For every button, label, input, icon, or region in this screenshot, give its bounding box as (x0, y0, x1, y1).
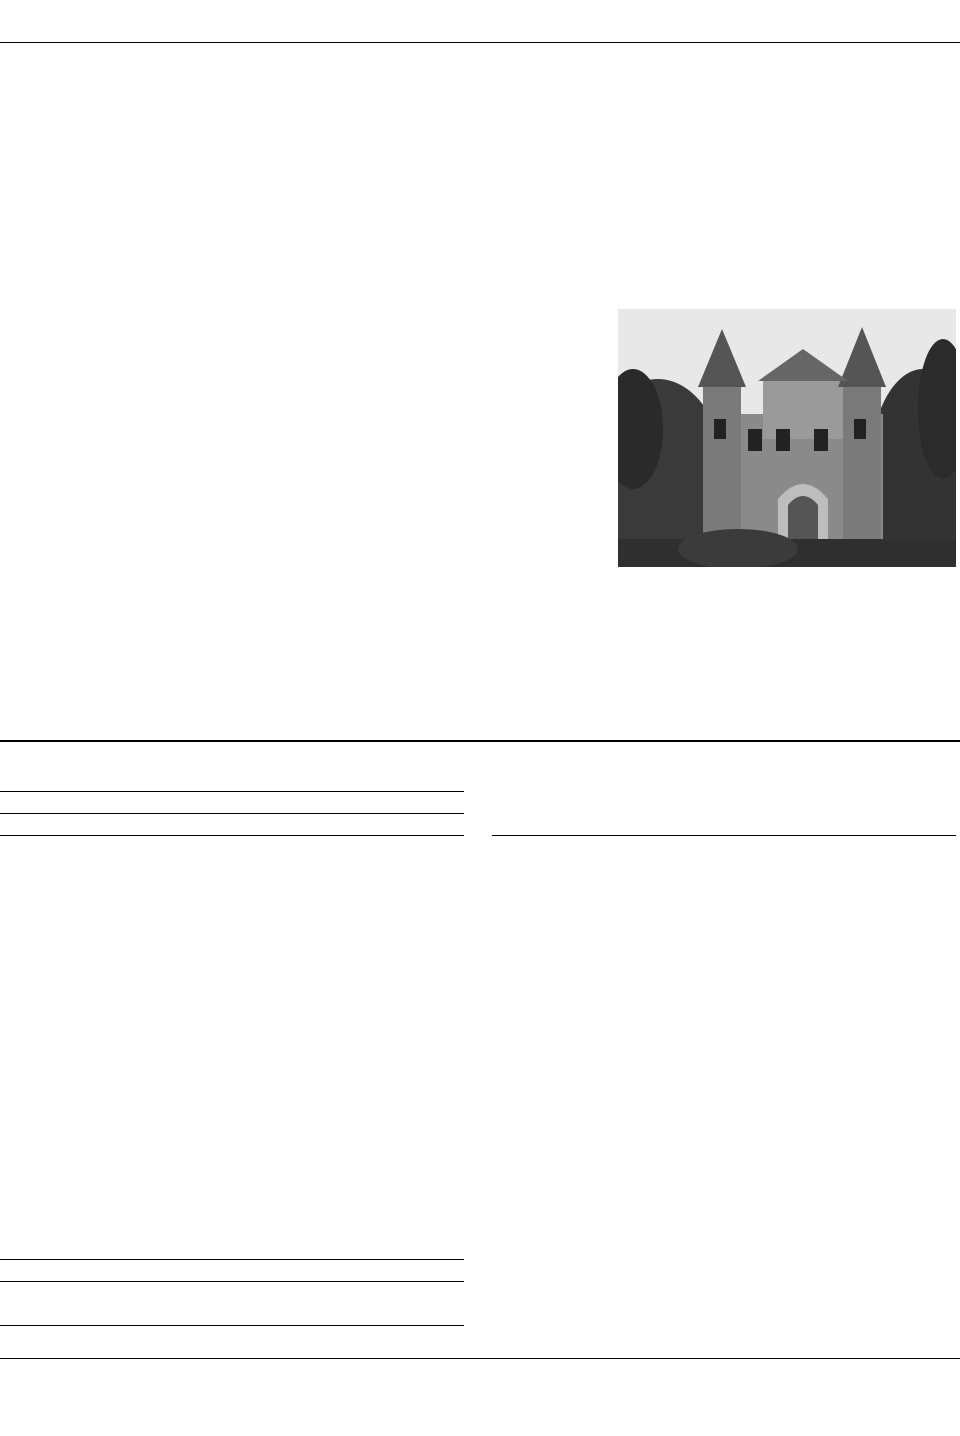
footer-divider (0, 1358, 960, 1359)
staff-row-hours (0, 813, 464, 836)
staff-row-specialists (0, 769, 464, 792)
staff-row-other-specialties (0, 1259, 464, 1282)
staff-row-nurses (0, 1237, 464, 1260)
history-paragraph (0, 309, 956, 573)
specialties-value-row (0, 1303, 464, 1326)
section-divider (0, 740, 960, 742)
castle-photo (618, 309, 956, 567)
title-divider (0, 42, 960, 43)
staff-row-pulmonologists (0, 791, 464, 814)
territory-value-row (492, 813, 956, 836)
